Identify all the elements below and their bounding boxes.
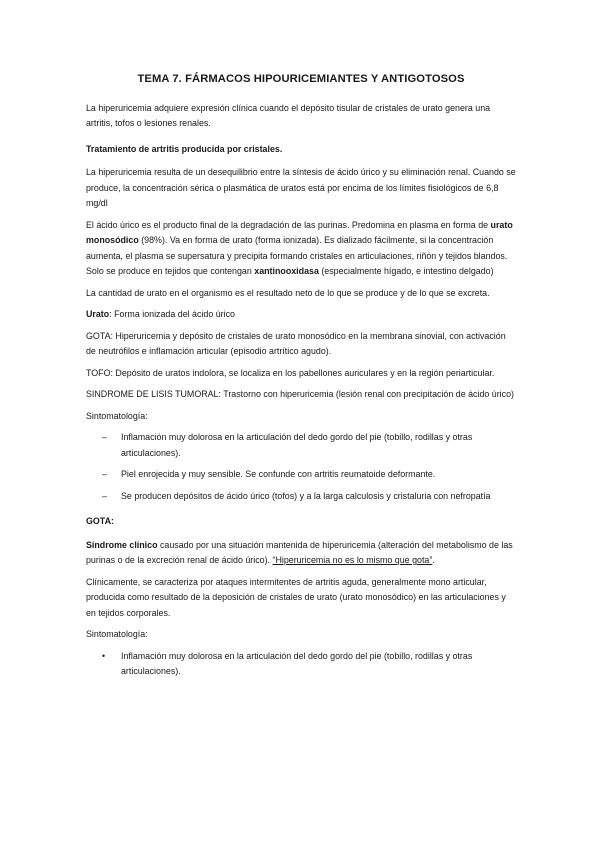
page-title: TEMA 7. FÁRMACOS HIPOURICEMIANTES Y ANTIGOTOSOS [137, 73, 465, 85]
definition-gota: GOTA: Hiperuricemia y depósito de cristales de urato monosódico en la membrana sinovial, con activación de neutrófilos e inflamación articular (episodio artrítico agudo). [86, 330, 506, 356]
definition-sindrome-lisis: SINDROME DE LISIS TUMORAL: Trastorno con hiperuricemia (lesión renal con precipitación de ácido úrico) [86, 389, 514, 399]
definition-urato: Urato: Forma ionizada del ácido úrico [86, 309, 235, 319]
gota-quote: “Hiperuricemia no es lo mismo que gota” [272, 555, 433, 565]
sintomatologia-label: Sintomatología: [86, 410, 148, 421]
document-body [86, 72, 516, 686]
dash-bullet: – [102, 469, 107, 479]
gota-heading: GOTA: [86, 516, 114, 526]
hyperuricemia-paragraph: La hiperuricemia resulta de un desequilibrio entre la síntesis de ácido úrico y su eliminación renal. Cuando se produce, la concentración sérica o plasmática de uratos está por encima de los límites fisiológicos de 6,8 mg/dl [86, 167, 516, 208]
urate-amount-paragraph: La cantidad de urato en el organismo es el resultado neto de lo que se produce y de lo que se excreta. [86, 287, 490, 298]
treatment-heading: Tratamiento de artritis producida por cristales. [86, 143, 283, 154]
dash-bullet: – [102, 432, 107, 442]
bullet-dot: • [102, 650, 106, 661]
gota-clinical-paragraph: Clínicamente, se caracteriza por ataques intermitentes de artritis aguda, generalmente mono articular, producida como resultado de la deposición de cristales de urato (urato monosódico) en las articulaciones y en tejidos corporales. [86, 576, 506, 618]
list-item: – Se producen depósitos de ácido úrico (tofos) y a la larga calculosis y cristaluria con nefropatía [86, 489, 516, 505]
sindrome-clinico-term: Síndrome clínico [86, 539, 158, 550]
definition-tofo: TOFO: Depósito de uratos indolora, se localiza en los pabellones auriculares y en la región periarticular. [86, 367, 495, 378]
uric-acid-paragraph: El ácido úrico es el producto final de la degradación de las purinas. Predomina en plasma en forma de urato monosódico (98%). Va en forma de urato (forma ionizada). Es dializado fácilmente, si la concentración aumenta, el plasma se supersatura y precipita formando cristales en articulaciones, riñón y tejidos blandos. Solo se produce en tejidos que contengan xantinooxidasa (especialmente hígado, e intestino delgado) [86, 219, 513, 276]
gota-definition-paragraph: Síndrome clínico causado por una situación mantenida de hiperuricemia (alteración del metabolismo de las purinas o de la excreción renal de ácido úrico). “Hiperuricemia no es lo mismo que gota”. [86, 539, 513, 565]
symptom-list-2 [86, 649, 516, 680]
list-item: – Inflamación muy dolorosa en la articulación del dedo gordo del pie (tobillo, rodillas y otras articulaciones). [102, 432, 473, 458]
list-item: • Inflamación muy dolorosa en la articulación del dedo gordo del pie (tobillo, rodillas y otras articulaciones). [102, 650, 473, 676]
symptom-list [86, 430, 516, 504]
dash-bullet: – [102, 490, 107, 501]
sintomatologia-label-2: Sintomatología: [86, 629, 148, 639]
urato-monosodico-term: urato monosódico [86, 219, 513, 245]
intro-paragraph: La hiperuricemia adquiere expresión clínica cuando el depósito tisular de cristales de urato genera una artritis, tofos o lesiones renales. [86, 102, 491, 128]
list-item: – Piel enrojecida y muy sensible. Se confunde con artritis reumatoide deformante. [86, 467, 516, 483]
urato-term: Urato [86, 309, 110, 319]
xantinooxidasa-term: xantinooxidasa [254, 266, 319, 276]
